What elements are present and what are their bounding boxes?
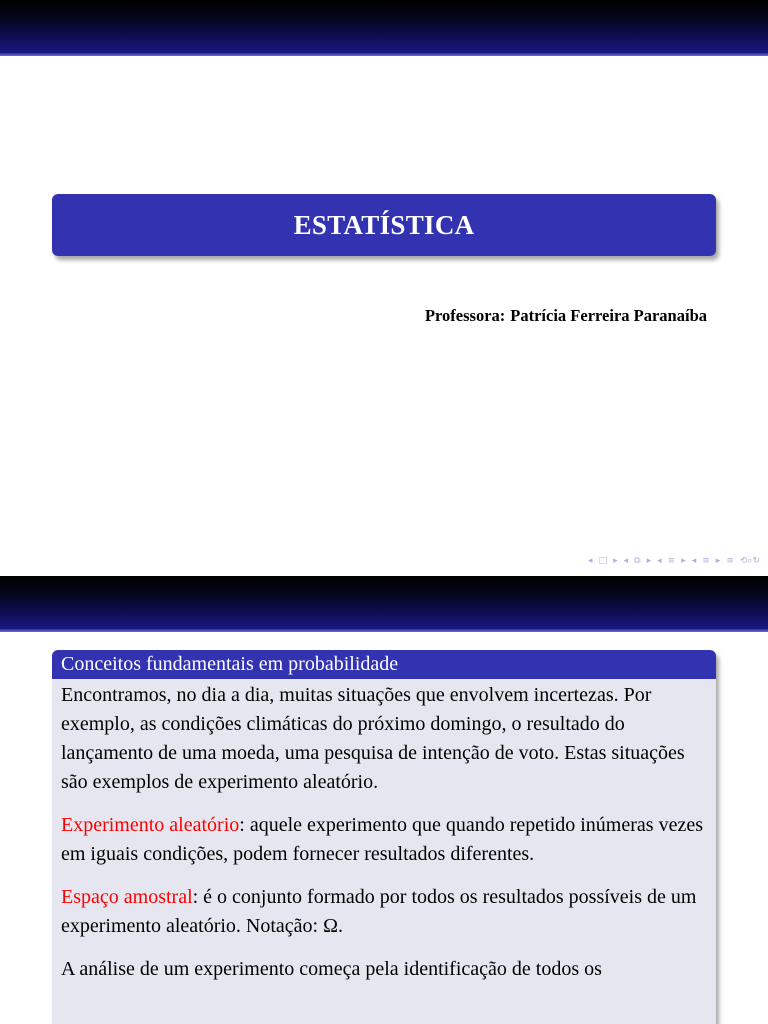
nav-subsection-icon[interactable]: ⧉ bbox=[634, 556, 641, 566]
slide-header-bar bbox=[0, 576, 768, 632]
nav-back-forward-icon[interactable]: ≡ bbox=[726, 556, 734, 566]
content-slide bbox=[0, 576, 768, 1024]
definition-experimento bbox=[61, 811, 707, 869]
nav-document-right-icon[interactable]: ▸ bbox=[715, 556, 721, 566]
definition-espaco-text: : é o conjunto formado por todos os resultados possíveis de um experimento aleatório. Notação: Ω. bbox=[61, 886, 697, 937]
nav-subsection-right-icon[interactable]: ▸ bbox=[646, 556, 652, 566]
nav-section-left-icon[interactable]: ◂ bbox=[657, 556, 662, 566]
nav-document-left-icon[interactable]: ◂ bbox=[691, 556, 697, 566]
nav-section-icon[interactable]: ≡ bbox=[667, 556, 676, 566]
intro-paragraph: Encontramos, no dia a dia, muitas situações que envolvem incertezas. Por exemplo, as condições climáticas do próximo domingo, o resultado do lançamento de uma moeda, uma pesquisa de intenção de voto. Estas situações são exemplos de experimento aleatório. bbox=[61, 684, 685, 793]
author-line bbox=[425, 306, 707, 326]
nav-search-icon[interactable]: ⟲⌕↻ bbox=[739, 556, 760, 566]
presentation-title: ESTATÍSTICA bbox=[293, 209, 475, 240]
nav-frame-left-icon[interactable]: ◂ bbox=[588, 556, 593, 566]
nav-section-right-icon[interactable]: ▸ bbox=[681, 556, 686, 566]
term-espaco-amostral: Espaço amostral bbox=[61, 886, 193, 908]
author-name: Patrícia Ferreira Paranaíba bbox=[510, 306, 707, 325]
closing-paragraph: A análise de um experimento começa pela identificação de todos os bbox=[61, 958, 602, 980]
navigation-symbols bbox=[588, 556, 760, 566]
nav-subsection-left-icon[interactable]: ◂ bbox=[623, 556, 629, 566]
block-body bbox=[52, 679, 716, 984]
term-experimento-aleatorio: Experimento aleatório bbox=[61, 814, 240, 836]
nav-frame-right-icon[interactable]: ▸ bbox=[613, 556, 618, 566]
block-title: Conceitos fundamentais em probabilidade bbox=[52, 650, 716, 679]
definition-experimento-text: : aquele experimento que quando repetido inúmeras vezes em iguais condições, podem fornecer resultados diferentes. bbox=[61, 814, 703, 865]
slide-header-bar bbox=[0, 0, 768, 56]
concept-block bbox=[52, 650, 716, 1024]
nav-frame-icon[interactable]: □ bbox=[598, 556, 608, 566]
definition-espaco bbox=[61, 883, 707, 941]
nav-document-icon[interactable]: ≡ bbox=[702, 556, 710, 566]
title-box bbox=[52, 194, 716, 256]
author-label: Professora: bbox=[424, 306, 506, 325]
